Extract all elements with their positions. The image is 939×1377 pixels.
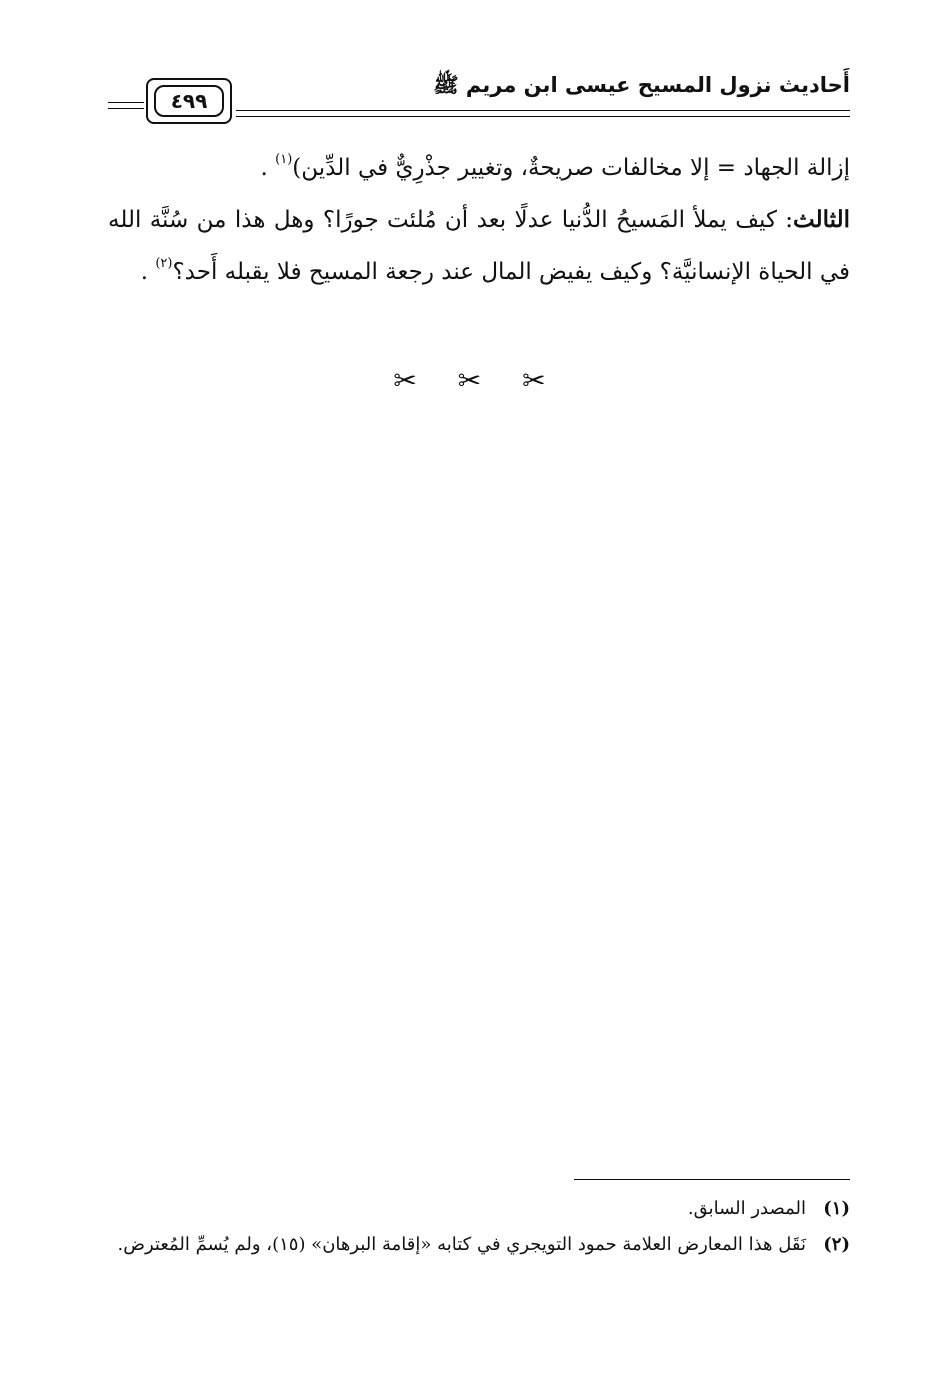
header-title: أَحاديث نزول المسيح عيسى ابن مريم ﷺ <box>433 73 850 97</box>
page-number-frame <box>146 78 232 124</box>
ornament-glyph-2: ✂ <box>457 364 482 397</box>
paragraph-2 <box>108 194 850 298</box>
header-rule-bottom <box>236 116 850 117</box>
header-rule-left-top <box>108 102 144 103</box>
footnote-2-text: نَقَل هذا المعارض العلامة حمود التويجري في كتابه «إقامة البرهان» (١٥)، ولم يُسمِّ المُعترض. <box>117 1234 806 1255</box>
header-rule-left-bottom <box>108 108 144 109</box>
footnote-1-number: (١) <box>823 1198 850 1219</box>
ornament-glyph-3: ✂ <box>522 364 546 397</box>
running-header <box>108 64 850 126</box>
footnote-2-number: (٢) <box>823 1234 850 1255</box>
main-text <box>108 142 850 298</box>
paragraph-1-end: . <box>260 155 276 181</box>
header-rule-top <box>236 110 850 111</box>
footnote-1-text: المصدر السابق. <box>687 1198 806 1219</box>
footnote-ref-2: (٢) <box>155 256 173 271</box>
paragraph-2-text: : كيف يملأ المَسيحُ الدُّنيا عدلًا بعد أن مُلئت جورًا؟ وهل هذا من سُنَّة الله في الحياة الإنسانيَّة؟ وكيف يفيض المال عند رجعة المسيح فلا يقبله أَحد؟ <box>108 207 850 285</box>
section-ornament <box>0 366 939 396</box>
footnotes <box>108 1192 850 1264</box>
paragraph-2-lead: الثالث <box>793 206 850 233</box>
footnote-2 <box>108 1228 850 1262</box>
paragraph-2-end: . <box>140 259 156 285</box>
paragraph-1-text: إزالة الجهاد = إلا مخالفات صريحةٌ، وتغيير جذْرِيٌّ في الدِّين) <box>292 155 850 181</box>
footnote-separator <box>574 1179 850 1180</box>
page-number: ٤٩٩ <box>154 85 224 117</box>
footnote-1 <box>108 1192 850 1226</box>
ornament-glyph-1: ✂ <box>393 364 417 397</box>
paragraph-1 <box>108 142 850 194</box>
footnote-ref-1: (١) <box>275 152 293 167</box>
